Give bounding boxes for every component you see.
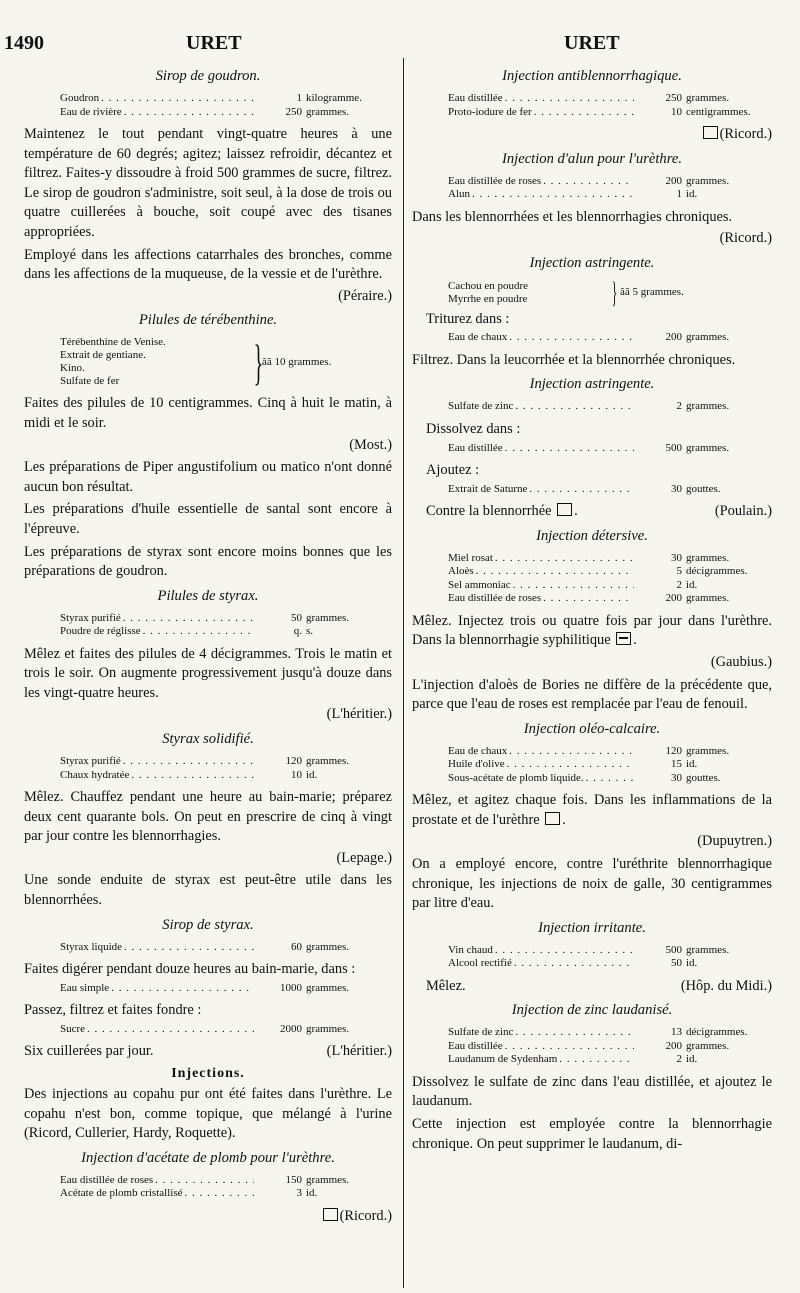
- ingredient-row: Eau distillée . . . 500 grammes.: [412, 442, 772, 456]
- left-running-head: URET: [186, 32, 242, 54]
- paragraph: Maintenez le tout pendant vingt-quatre heures à une température de 60 degrés; agitez; laissez refroidir, décantez et filtrez. Faites-y dissoudre à froid 500 grammes de sucre, filtrez. Le sirop de goudron s'administre, soit seul, à la dose de trois ou quatre cuillerées à bouche, soit coupé avec des tisanes appropriées.: [24, 126, 392, 240]
- ingredient-row: Eau distillée . . . 250 grammes.: [412, 92, 772, 106]
- shared-quantity: ãã 10 grammes.: [262, 355, 332, 368]
- recipe-title: Injection d'alun pour l'urèthre.: [502, 150, 682, 167]
- ingredient-row: Alcool rectifié . . . 50 id.: [412, 957, 772, 971]
- paragraph: Des injections au copahu pur ont été faites dans l'urèthre. Le copahu n'est bon, comme topique, que mélangé à l'urine (Ricord, Cullerier, Hardy, Roquette).: [24, 1085, 392, 1142]
- paragraph: Employé dans les affections catarrhales des bronches, comme dans les affections de la muqueuse, de la vessie et de l'urèthre.: [24, 246, 392, 283]
- recipe: [24, 1174, 392, 1201]
- recipe: [412, 944, 772, 971]
- ingredient-row: Styrax purifié . . . 50 grammes.: [24, 612, 392, 626]
- ingredient-group: [24, 334, 392, 391]
- paragraph: Les préparations d'huile essentielle de santal sont encore à l'épreuve.: [24, 501, 392, 537]
- ingredient-row: Eau distillée de roses . . . 200 grammes.: [412, 175, 772, 189]
- ingredient-row: Eau distillée de roses . . . 150 grammes.: [24, 1174, 392, 1188]
- recipe: [412, 1026, 772, 1067]
- ingredient-row: Sous-acétate de plomb liquide. . . . 30 gouttes.: [412, 772, 772, 786]
- ingredient-row: Sucre . . . 2000 grammes.: [24, 1023, 392, 1037]
- recipe: [24, 92, 392, 119]
- recipe-title: Sirop de styrax.: [162, 916, 254, 933]
- ingredient-row: Proto-iodure de fer . . . 10 centigrammes.: [412, 106, 772, 120]
- ingredient-name: Extrait de gentiane.: [60, 349, 146, 362]
- recipe-title: Injection astringente.: [529, 254, 655, 271]
- recipe: [24, 755, 392, 782]
- column-rule: [403, 58, 404, 1288]
- ingredient-row: Goudron . . . 1 kilogramme.: [24, 92, 392, 106]
- recipe-title: Pilules de térébenthine.: [138, 312, 278, 329]
- reference: (Dupuytren.): [697, 833, 772, 850]
- ingredient-name: Sulfate de fer: [60, 375, 120, 388]
- recipe: [412, 92, 772, 119]
- ingredient-row: Eau de chaux . . . 200 grammes.: [412, 331, 772, 345]
- ingredient-name: Térébenthine de Venise.: [60, 336, 166, 349]
- brace: }: [611, 275, 618, 309]
- paragraph: Contre la blennorrhée .: [426, 503, 578, 520]
- ingredient-row: Eau de rivière . . . 250 grammes.: [24, 106, 392, 120]
- recipe-title: Injection antiblennorrhagique.: [502, 68, 682, 84]
- recipe-title: Injection détersive.: [536, 527, 648, 544]
- paragraph: Ajoutez :: [426, 462, 480, 479]
- dashed-square-symbol-icon: [616, 632, 631, 645]
- ingredient-row: Vin chaud . . . 500 grammes.: [412, 944, 772, 958]
- paragraph: Passez, filtrez et faites fondre :: [24, 1002, 202, 1019]
- paragraph: On a employé encore, contre l'uréthrite blennorrhagique chronique, les injections de noix de galle, 30 centigrammes par litre d'eau.: [412, 856, 772, 912]
- recipe: [412, 331, 772, 345]
- recipe: [412, 442, 772, 456]
- ingredient-row: Eau distillée . . . 200 grammes.: [412, 1040, 772, 1054]
- paragraph: Mêlez. Chauffez pendant une heure au bain-marie; préparez deux cent quarante bols. On peut en prescrire de cinq à vingt par jour contre les blennorrhagies.: [24, 789, 392, 845]
- paragraph: Cette injection est employée contre la blennorrhagie chronique. On peut supprimer le laudanum, di-: [412, 1116, 772, 1152]
- paragraph: Les préparations de styrax sont encore moins bonnes que les préparations de goudron.: [24, 543, 392, 580]
- right-running-head: URET: [564, 32, 620, 54]
- reference: (Lepage.): [336, 849, 392, 866]
- ingredient-row: Alun . . . 1 id.: [412, 188, 772, 202]
- reference: (Poulain.): [714, 503, 772, 520]
- reference: (L'héritier.): [326, 706, 392, 723]
- right-column: [412, 62, 772, 1156]
- ingredient-row: Styrax liquide . . . 60 grammes.: [24, 941, 392, 955]
- ingredient-row: Extrait de Saturne . . . 30 gouttes.: [412, 483, 772, 497]
- recipe: [24, 982, 392, 996]
- ingredient-row: Sulfate de zinc . . . 2 grammes.: [412, 400, 772, 414]
- ingredient-row: Acétate de plomb cristallisé . . . 3 id.: [24, 1187, 392, 1201]
- reference: (Péraire.): [338, 287, 392, 304]
- brace: }: [253, 334, 264, 391]
- paragraph: Une sonde enduite de styrax est peut-être utile dans les blennorrhées.: [24, 872, 392, 909]
- recipe-title: Injection de zinc laudanisé.: [511, 1002, 673, 1019]
- ingredient-row: Laudanum de Sydenham . . . 2 id.: [412, 1053, 772, 1067]
- reference: (Ricord.): [412, 125, 772, 145]
- ingredient-row: Miel rosat . . . 30 grammes.: [412, 552, 772, 566]
- paragraph: Faites digérer pendant douze heures au bain-marie, dans :: [24, 961, 356, 978]
- recipe: [412, 400, 772, 414]
- square-symbol-icon: [323, 1208, 338, 1221]
- ingredient-row: Eau de chaux . . . 120 grammes.: [412, 745, 772, 759]
- recipe-title: Injection irritante.: [538, 919, 646, 936]
- recipe-title: Pilules de styrax.: [157, 587, 259, 604]
- recipe: [24, 612, 392, 639]
- paragraph: Les préparations de Piper angustifolium ou matico n'ont donné aucun bon résultat.: [24, 459, 392, 495]
- square-symbol-icon: [557, 503, 572, 516]
- ingredient-name: Myrrhe en poudre: [448, 292, 528, 305]
- recipe: [412, 745, 772, 786]
- recipe: [412, 483, 772, 497]
- recipe-title: Sirop de goudron.: [155, 68, 261, 84]
- ingredient-row: Chaux hydratée . . . 10 id.: [24, 769, 392, 783]
- paragraph: Mêlez, et agitez chaque fois. Dans les inflammations de la prostate et de l'urèthre .: [412, 792, 772, 828]
- ingredient-name: Kino.: [60, 362, 85, 375]
- recipe-title: Injection oléo-calcaire.: [523, 720, 661, 737]
- ingredient-row: Sel ammoniac . . . 2 id.: [412, 579, 772, 593]
- paragraph: Mêlez.: [426, 977, 466, 994]
- ingredient-row: Sulfate de zinc . . . 13 décigrammes.: [412, 1026, 772, 1040]
- ingredient-row: Eau distillée de roses . . . 200 grammes.: [412, 592, 772, 606]
- reference: (L'héritier.): [326, 1043, 392, 1060]
- square-symbol-icon: [545, 812, 560, 825]
- paragraph: Filtrez. Dans la leucorrhée et la blennorrhée chroniques.: [412, 351, 736, 368]
- reference: (Ricord.): [24, 1207, 392, 1227]
- recipe: [412, 175, 772, 202]
- shared-quantity: ãã 5 grammes.: [620, 286, 684, 299]
- reference: (Most.): [349, 436, 392, 453]
- reference: (Hôp. du Midi.): [680, 977, 772, 994]
- recipe: [24, 1023, 392, 1037]
- ingredient-row: Poudre de réglisse . . . q. s.: [24, 625, 392, 639]
- ingredient-row: Eau simple . . . 1000 grammes.: [24, 982, 392, 996]
- square-symbol-icon: [703, 126, 718, 139]
- recipe-title: Injection d'acétate de plomb pour l'urèthre.: [81, 1149, 335, 1166]
- paragraph: Dissolvez dans :: [426, 420, 521, 437]
- page-number: 1490: [4, 32, 44, 54]
- recipe-title: Styrax solidifié.: [162, 731, 254, 748]
- paragraph: Triturez dans :: [426, 310, 510, 327]
- ingredient-group: [412, 275, 772, 309]
- section-heading: Injections.: [171, 1065, 245, 1081]
- left-column: [24, 62, 392, 1229]
- recipe: [412, 552, 772, 606]
- ingredient-row: Huile d'olive . . . 15 id.: [412, 758, 772, 772]
- paragraph: L'injection d'aloès de Bories ne diffère de la précédente que, parce que l'eau de roses est remplacée par l'eau de fenouil.: [412, 676, 772, 713]
- ingredient-row: Aloès . . . 5 décigrammes.: [412, 565, 772, 579]
- paragraph: Mêlez. Injectez trois ou quatre fois par jour dans l'urèthre. Dans la blennorrhagie syphilitique .: [412, 612, 772, 649]
- paragraph: Dans les blennorrhées et les blennorrhagies chroniques.: [412, 208, 733, 225]
- recipe-title: Injection astringente.: [529, 376, 655, 393]
- reference: (Gaubius.): [710, 653, 772, 670]
- paragraph: Six cuillerées par jour.: [24, 1043, 154, 1060]
- ingredient-row: Styrax purifié . . . 120 grammes.: [24, 755, 392, 769]
- paragraph: Faites des pilules de 10 centigrammes. Cinq à huit le matin, à midi et le soir.: [24, 395, 392, 431]
- paragraph: Dissolvez le sulfate de zinc dans l'eau distillée, et ajoutez le laudanum.: [412, 1073, 772, 1110]
- reference: (Ricord.): [719, 230, 772, 247]
- ingredient-name: Cachou en poudre: [448, 279, 529, 292]
- recipe: [24, 941, 392, 955]
- paragraph: Mêlez et faites des pilules de 4 décigrammes. Trois le matin et trois le soir. On augmente progressivement jusqu'à douze dans les vingt-quatre heures.: [24, 645, 392, 701]
